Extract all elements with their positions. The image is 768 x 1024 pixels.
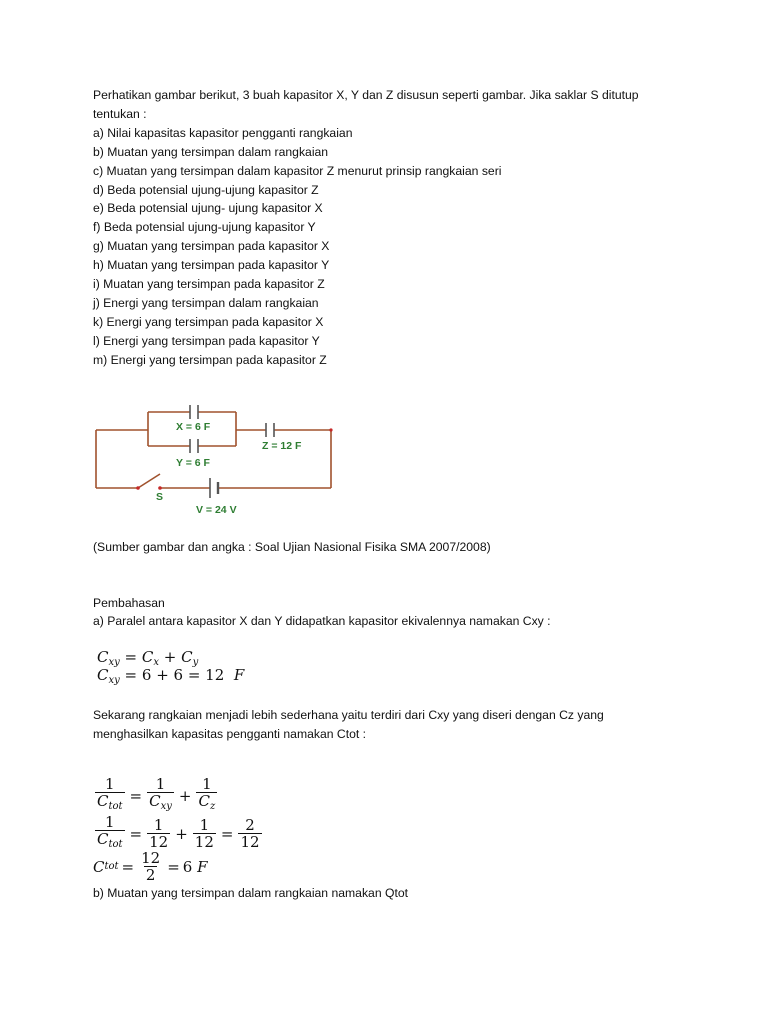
question-item: k) Energi yang tersimpan pada kapasitor X bbox=[93, 314, 324, 329]
question-item: j) Energi yang tersimpan dalam rangkaian bbox=[93, 295, 319, 310]
question-item: i) Muatan yang tersimpan pada kapasitor Z bbox=[93, 277, 325, 292]
equation-series-formula: $\frac{1}{C_{tot}}$ = $\frac{1}{C_{xy}}$ + $\frac{1}{C_z}$ bbox=[93, 776, 219, 815]
question-item: g) Muatan yang tersimpan pada kapasitor X bbox=[93, 239, 330, 254]
problem-intro-cont: tentukan : bbox=[93, 106, 147, 121]
question-item: e) Beda potensial ujung- ujung kapasitor X bbox=[93, 201, 323, 216]
solution-heading: Pembahasan bbox=[93, 596, 165, 610]
question-item: l) Energi yang tersimpan pada kapasitor Y bbox=[93, 333, 320, 348]
equation-cxy-sum: $C_{xy} = C_x + C_y$ bbox=[97, 648, 199, 668]
question-item: a) Nilai kapasitas kapasitor pengganti rangkaian bbox=[93, 125, 353, 140]
capacitor-y-label: Y = 6 F bbox=[176, 457, 210, 469]
question-item: m) Energi yang tersimpan pada kapasitor Z bbox=[93, 352, 327, 367]
part-a-intro: a) Paralel antara kapasitor X dan Y didapatkan kapasitor ekivalennya namakan Cxy : bbox=[93, 614, 551, 628]
junction-dot bbox=[329, 428, 332, 431]
circuit-diagram bbox=[88, 400, 348, 520]
equation-series-values: $\frac{1}{C_{tot}}$ = $\frac{1}{12}$ + $\frac{1}{12}$ = $\frac{2}{12}$ bbox=[97, 813, 260, 851]
capacitor-z-label: Z = 12 F bbox=[262, 440, 302, 452]
problem-intro: Perhatikan gambar berikut, 3 buah kapasitor X, Y dan Z disusun seperti gambar. Jika saklar S ditutup bbox=[93, 88, 639, 102]
question-item: c) Muatan yang tersimpan dalam kapasitor Z menurut prinsip rangkaian seri bbox=[93, 163, 502, 178]
series-explanation: Sekarang rangkaian menjadi lebih sederhana yaitu terdiri dari Cxy yang diseri dengan Cz yang menghasilkan kapasitas pengganti namakan Ctot : bbox=[93, 708, 604, 741]
source-note: (Sumber gambar dan angka : Soal Ujian Nasional Fisika SMA 2007/2008) bbox=[93, 540, 491, 554]
problem-statement bbox=[93, 86, 693, 370]
equation-ctot-result: C tot = $\frac{12}{2}$ = 6 F bbox=[93, 849, 208, 884]
question-item: h) Muatan yang tersimpan pada kapasitor Y bbox=[93, 258, 330, 273]
switch-pivot bbox=[136, 486, 140, 490]
capacitor-x-label: X = 6 F bbox=[176, 421, 211, 433]
question-item: f) Beda potensial ujung-ujung kapasitor Y bbox=[93, 220, 316, 235]
part-b-intro: b) Muatan yang tersimpan dalam rangkaian namakan Qtot bbox=[93, 886, 409, 900]
voltage-label: V = 24 V bbox=[196, 504, 237, 516]
question-item: d) Beda potensial ujung-ujung kapasitor Z bbox=[93, 182, 319, 197]
switch-label: S bbox=[156, 491, 164, 503]
switch-contact bbox=[158, 486, 162, 490]
equation-cxy-value: $C_{xy} = 6 + 6 = 12$ F bbox=[97, 666, 245, 686]
question-item: b) Muatan yang tersimpan dalam rangkaian bbox=[93, 144, 329, 159]
